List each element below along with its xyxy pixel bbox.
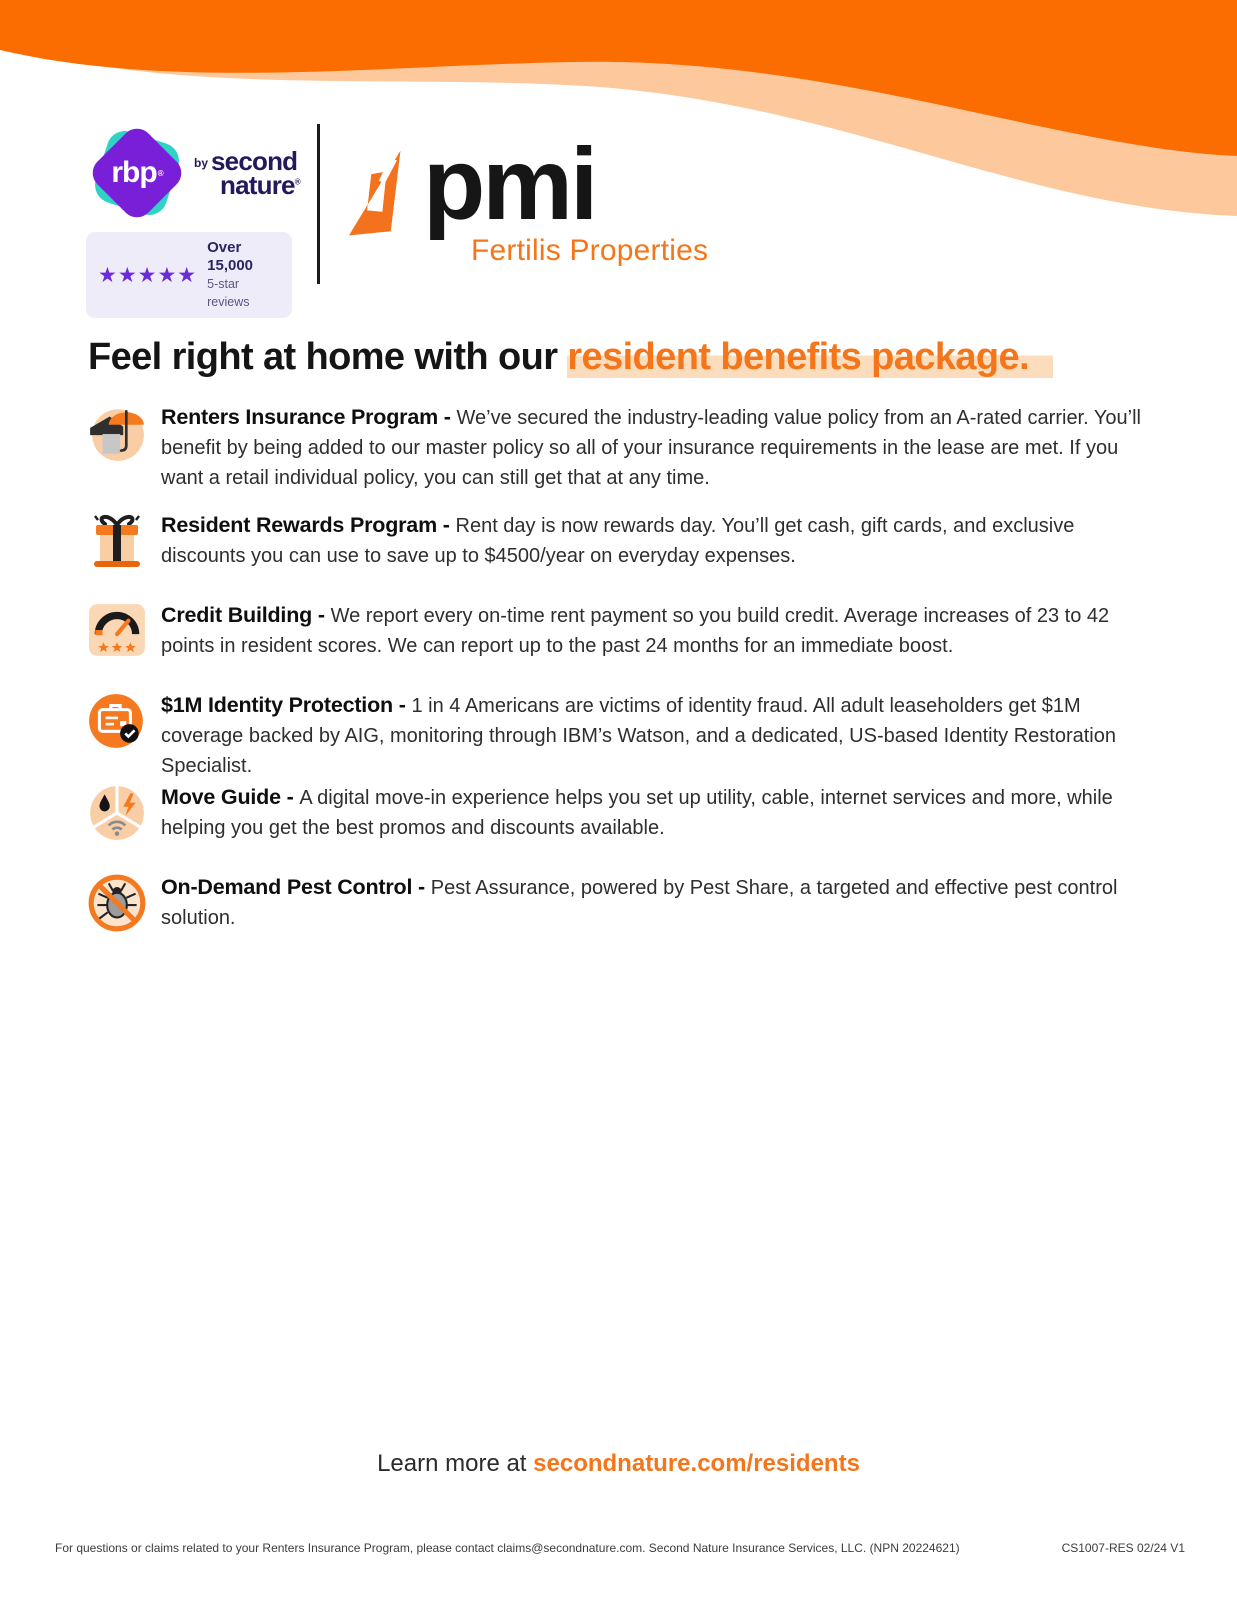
fine-print-right: CS1007-RES 02/24 V1 xyxy=(1061,1541,1185,1555)
pmi-logo-text: pmi xyxy=(423,127,596,241)
benefit-item-identity-protection xyxy=(85,690,1160,781)
benefit-title: Move Guide xyxy=(161,785,281,809)
fine-print xyxy=(55,1541,1185,1555)
reviews-badge xyxy=(86,232,292,318)
company-name: Fertilis Properties xyxy=(471,234,709,267)
benefit-description: Pest Assurance, powered by Pest Share, a targeted and effective pest control solution. xyxy=(161,877,1118,929)
brand-word-second: second xyxy=(211,145,298,176)
benefit-description: A digital move-in experience helps you set up utility, cable, internet services and more, while helping you get the best promos and discounts available. xyxy=(161,787,1113,839)
rewards-gift-icon xyxy=(85,510,149,572)
benefit-description: Rent day is now rewards day. You’ll get cash, gift cards, and exclusive discounts you can use to save up to $4500/year on everyday expenses. xyxy=(161,515,1075,567)
rbp-logo xyxy=(86,122,188,224)
pmi-icon xyxy=(349,150,413,236)
benefit-separator: - xyxy=(412,875,431,899)
second-nature-logo xyxy=(194,145,300,201)
reviews-count: Over 15,000 xyxy=(207,239,254,274)
benefit-item-pest-control xyxy=(85,872,1160,934)
page-title xyxy=(88,336,1198,379)
learn-more xyxy=(0,1450,1237,1478)
identity-protection-icon xyxy=(85,690,149,752)
learn-more-link[interactable]: secondnature.com/residents xyxy=(533,1450,860,1477)
by-label: by xyxy=(194,155,209,170)
benefit-separator: - xyxy=(312,603,331,627)
pest-control-icon xyxy=(85,872,149,934)
benefit-item-renters-insurance xyxy=(85,402,1160,493)
move-guide-icon xyxy=(85,782,149,844)
reviews-label: 5-star reviews xyxy=(207,277,250,309)
headline-prefix: Feel right at home with our xyxy=(88,336,568,378)
benefit-item-resident-rewards xyxy=(85,510,1160,572)
rbp-logo-block xyxy=(86,122,298,318)
rbp-logo-text: rbp ® xyxy=(111,156,163,189)
renters-insurance-icon xyxy=(85,402,149,464)
pmi-logo-block xyxy=(349,127,709,268)
benefit-title: Credit Building xyxy=(161,603,313,627)
fine-print-left: For questions or claims related to your Renters Insurance Program, please contact claims@secondnature.com. Second Nature Insurance Services, LLC. (NPN 20224621) xyxy=(55,1541,960,1555)
benefit-description: We’ve secured the industry-leading value policy from an A-rated carrier. You’ll benefit by being added to our master policy so all of your insurance requirements in the lease are met. If you want a retail individual policy, you can still get that at any time. xyxy=(161,407,1141,489)
benefit-item-credit-building xyxy=(85,600,1160,661)
benefit-title: Renters Insurance Program xyxy=(161,405,438,429)
benefit-title: Resident Rewards Program xyxy=(161,513,437,537)
brand-word-nature: nature® xyxy=(220,170,300,201)
credit-gauge-icon xyxy=(85,600,149,658)
headline-highlight: resident benefits package. xyxy=(567,336,1053,378)
benefit-separator: - xyxy=(438,405,457,429)
benefit-separator: - xyxy=(280,785,300,809)
benefit-description: We report every on-time rent payment so you build credit. Average increases of 23 to 42 points in resident scores. We can report up to the past 24 months for an immediate boost. xyxy=(161,605,1110,657)
benefit-description: 1 in 4 Americans are victims of identity fraud. All adult leaseholders get $1M coverage backed by AIG, monitoring through IBM’s Watson, and a dedicated, US-based Identity Restoration Specialist. xyxy=(161,695,1116,777)
star-rating-icon: ★★★★★ xyxy=(98,263,198,287)
logo-divider xyxy=(317,124,320,284)
benefit-title: $1M Identity Protection xyxy=(161,693,393,717)
benefit-separator: - xyxy=(392,693,412,717)
learn-more-prefix: Learn more at xyxy=(377,1450,534,1477)
benefit-separator: - xyxy=(436,513,456,537)
benefit-item-move-guide xyxy=(85,782,1160,844)
benefit-title: On-Demand Pest Control xyxy=(161,875,413,899)
